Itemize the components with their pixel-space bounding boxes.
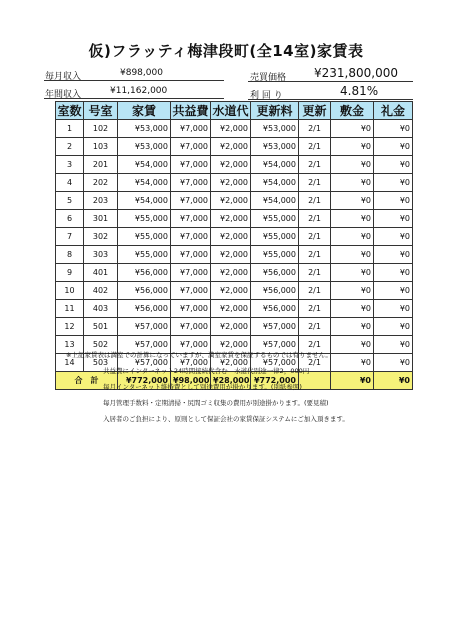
cell-room-number: 202 — [84, 174, 118, 192]
cell-common-fee: ¥7,000 — [171, 228, 211, 246]
cell-room-number: 403 — [84, 300, 118, 318]
header-deposit: 敷金 — [331, 102, 374, 120]
cell-room-number: 203 — [84, 192, 118, 210]
table-row — [56, 210, 413, 228]
cell-key-money: ¥0 — [374, 282, 413, 300]
cell-room-count: 6 — [56, 210, 84, 228]
cell-renewal: 2/1 — [299, 156, 331, 174]
monthly-income-underline — [44, 80, 224, 81]
cell-key-money: ¥0 — [374, 138, 413, 156]
note-internet-water: 共益費にインターネット24時間接続代含む 水道代別途一律2，000円 — [103, 367, 310, 375]
cell-room-number: 401 — [84, 264, 118, 282]
cell-room-number: 301 — [84, 210, 118, 228]
note-guarantee-system: 入居者のご負担により、原則として保証会社の家賃保証システムにご加入頂きます。 — [103, 415, 349, 423]
sale-price-underline — [248, 81, 413, 82]
header-rent: 家賃 — [118, 102, 171, 120]
cell-renewal-fee: ¥57,000 — [251, 354, 299, 372]
cell-common-fee: ¥7,000 — [171, 246, 211, 264]
cell-renewal: 2/1 — [299, 300, 331, 318]
cell-rent: ¥55,000 — [118, 210, 171, 228]
yield-value: 4.81% — [340, 84, 379, 98]
cell-room-count: 13 — [56, 336, 84, 354]
cell-rent: ¥57,000 — [118, 336, 171, 354]
cell-deposit: ¥0 — [331, 192, 374, 210]
cell-room-number: 402 — [84, 282, 118, 300]
cell-deposit: ¥0 — [331, 138, 374, 156]
cell-renewal-fee: ¥57,000 — [251, 336, 299, 354]
cell-key-money: ¥0 — [374, 264, 413, 282]
cell-renewal: 2/1 — [299, 264, 331, 282]
cell-common-fee: ¥7,000 — [171, 354, 211, 372]
cell-rent: ¥53,000 — [118, 138, 171, 156]
header-renewal-fee: 更新料 — [251, 102, 299, 120]
cell-renewal: 2/1 — [299, 318, 331, 336]
cell-rent: ¥55,000 — [118, 246, 171, 264]
cell-deposit: ¥0 — [331, 264, 374, 282]
cell-water: ¥2,000 — [211, 282, 251, 300]
cell-rent: ¥57,000 — [118, 318, 171, 336]
cell-deposit: ¥0 — [331, 156, 374, 174]
cell-water: ¥2,000 — [211, 192, 251, 210]
annual-income-label: 年間収入 — [45, 90, 82, 100]
cell-water: ¥2,000 — [211, 336, 251, 354]
cell-renewal-fee: ¥56,000 — [251, 282, 299, 300]
cell-deposit: ¥0 — [331, 300, 374, 318]
cell-common-fee: ¥7,000 — [171, 156, 211, 174]
cell-renewal: 2/1 — [299, 138, 331, 156]
table-row — [56, 246, 413, 264]
cell-water: ¥2,000 — [211, 210, 251, 228]
cell-key-money: ¥0 — [374, 192, 413, 210]
cell-room-count: 10 — [56, 282, 84, 300]
cell-common-fee: ¥7,000 — [171, 210, 211, 228]
cell-renewal-fee: ¥56,000 — [251, 264, 299, 282]
cell-room-number: 102 — [84, 120, 118, 138]
cell-room-number: 501 — [84, 318, 118, 336]
cell-room-count: 2 — [56, 138, 84, 156]
table-row — [56, 192, 413, 210]
table-row — [56, 228, 413, 246]
total-renewal-fee: ¥772,000 — [251, 372, 299, 390]
cell-room-number: 303 — [84, 246, 118, 264]
table-row — [56, 120, 413, 138]
header-room-number: 号室 — [84, 102, 118, 120]
cell-deposit: ¥0 — [331, 246, 374, 264]
cell-renewal-fee: ¥54,000 — [251, 192, 299, 210]
yield-underline — [248, 99, 413, 100]
table-header-row — [56, 102, 413, 120]
cell-rent: ¥56,000 — [118, 282, 171, 300]
cell-rent: ¥54,000 — [118, 174, 171, 192]
cell-water: ¥2,000 — [211, 156, 251, 174]
cell-renewal-fee: ¥54,000 — [251, 174, 299, 192]
table-row — [56, 156, 413, 174]
cell-common-fee: ¥7,000 — [171, 300, 211, 318]
total-rent: ¥772,000 — [118, 372, 171, 390]
monthly-income-label: 毎月収入 — [45, 72, 82, 82]
header-common-fee: 共益費 — [171, 102, 211, 120]
cell-rent: ¥56,000 — [118, 300, 171, 318]
cell-room-number: 201 — [84, 156, 118, 174]
cell-renewal: 2/1 — [299, 174, 331, 192]
cell-water: ¥2,000 — [211, 228, 251, 246]
cell-key-money: ¥0 — [374, 354, 413, 372]
monthly-income-value: ¥898,000 — [120, 68, 163, 78]
header-water: 水道代 — [211, 102, 251, 120]
total-label: 合 計 — [56, 372, 118, 390]
cell-renewal: 2/1 — [299, 282, 331, 300]
cell-rent: ¥57,000 — [118, 354, 171, 372]
cell-rent: ¥54,000 — [118, 156, 171, 174]
total-key-money: ¥0 — [374, 372, 413, 390]
total-deposit: ¥0 — [331, 372, 374, 390]
cell-room-number: 103 — [84, 138, 118, 156]
cell-key-money: ¥0 — [374, 210, 413, 228]
cell-common-fee: ¥7,000 — [171, 120, 211, 138]
cell-deposit: ¥0 — [331, 336, 374, 354]
cell-renewal-fee: ¥57,000 — [251, 318, 299, 336]
cell-renewal: 2/1 — [299, 192, 331, 210]
cell-renewal-fee: ¥55,000 — [251, 246, 299, 264]
cell-rent: ¥54,000 — [118, 192, 171, 210]
cell-deposit: ¥0 — [331, 318, 374, 336]
header-key-money: 礼金 — [374, 102, 413, 120]
cell-key-money: ¥0 — [374, 156, 413, 174]
cell-key-money: ¥0 — [374, 318, 413, 336]
cell-room-count: 11 — [56, 300, 84, 318]
cell-key-money: ¥0 — [374, 174, 413, 192]
cell-room-number: 503 — [84, 354, 118, 372]
cell-common-fee: ¥7,000 — [171, 192, 211, 210]
cell-deposit: ¥0 — [331, 120, 374, 138]
cell-common-fee: ¥7,000 — [171, 318, 211, 336]
cell-water: ¥2,000 — [211, 246, 251, 264]
annual-income-underline — [44, 98, 224, 99]
cell-room-count: 5 — [56, 192, 84, 210]
total-water: ¥28,000 — [211, 372, 251, 390]
cell-deposit: ¥0 — [331, 282, 374, 300]
cell-common-fee: ¥7,000 — [171, 174, 211, 192]
cell-renewal-fee: ¥54,000 — [251, 156, 299, 174]
cell-key-money: ¥0 — [374, 120, 413, 138]
cell-renewal-fee: ¥53,000 — [251, 138, 299, 156]
cell-rent: ¥56,000 — [118, 264, 171, 282]
cell-room-count: 3 — [56, 156, 84, 174]
cell-rent: ¥55,000 — [118, 228, 171, 246]
cell-common-fee: ¥7,000 — [171, 282, 211, 300]
cell-deposit: ¥0 — [331, 354, 374, 372]
cell-room-count: 8 — [56, 246, 84, 264]
table-row — [56, 174, 413, 192]
sale-price-label: 売買価格 — [250, 73, 287, 83]
cell-water: ¥2,000 — [211, 264, 251, 282]
cell-key-money: ¥0 — [374, 246, 413, 264]
cell-rent: ¥53,000 — [118, 120, 171, 138]
cell-renewal-fee: ¥55,000 — [251, 210, 299, 228]
cell-renewal-fee: ¥56,000 — [251, 300, 299, 318]
cell-water: ¥2,000 — [211, 174, 251, 192]
cell-water: ¥2,000 — [211, 300, 251, 318]
table-row — [56, 318, 413, 336]
cell-common-fee: ¥7,000 — [171, 264, 211, 282]
table-row — [56, 282, 413, 300]
cell-renewal: 2/1 — [299, 228, 331, 246]
cell-deposit: ¥0 — [331, 174, 374, 192]
total-common-fee: ¥98,000 — [171, 372, 211, 390]
cell-room-count: 14 — [56, 354, 84, 372]
cell-room-count: 1 — [56, 120, 84, 138]
rent-table — [55, 101, 413, 390]
cell-key-money: ¥0 — [374, 336, 413, 354]
cell-renewal: 2/1 — [299, 246, 331, 264]
cell-water: ¥2,000 — [211, 120, 251, 138]
table-row — [56, 138, 413, 156]
note-management-fees: 毎月管理手数料・定期清掃・尻間ゴミ収集の費用が別途掛かります。(要見積) — [103, 399, 329, 407]
cell-deposit: ¥0 — [331, 228, 374, 246]
cell-water: ¥2,000 — [211, 318, 251, 336]
page-title: 仮)フラッティ梅津段町(全14室)家賃表 — [88, 42, 364, 60]
cell-room-number: 302 — [84, 228, 118, 246]
cell-key-money: ¥0 — [374, 228, 413, 246]
cell-room-count: 9 — [56, 264, 84, 282]
cell-room-count: 7 — [56, 228, 84, 246]
cell-common-fee: ¥7,000 — [171, 336, 211, 354]
disclaimer: ※上記家賃表は満室での計算になっていますが、満室家賃を保証するものでは有りません。 — [66, 351, 332, 359]
cell-renewal: 2/1 — [299, 354, 331, 372]
cell-room-number: 502 — [84, 336, 118, 354]
cell-key-money: ¥0 — [374, 300, 413, 318]
cell-common-fee: ¥7,000 — [171, 138, 211, 156]
cell-water: ¥2,000 — [211, 354, 251, 372]
cell-deposit: ¥0 — [331, 210, 374, 228]
cell-renewal: 2/1 — [299, 336, 331, 354]
cell-room-count: 12 — [56, 318, 84, 336]
cell-room-count: 4 — [56, 174, 84, 192]
table-row — [56, 300, 413, 318]
cell-renewal: 2/1 — [299, 210, 331, 228]
header-renewal: 更新 — [299, 102, 331, 120]
table-row — [56, 264, 413, 282]
cell-renewal-fee: ¥53,000 — [251, 120, 299, 138]
annual-income-value: ¥11,162,000 — [110, 86, 168, 96]
yield-label: 利 回 り — [250, 91, 283, 101]
cell-renewal: 2/1 — [299, 120, 331, 138]
note-internet-maintenance: 毎月インターネット維持費として別途費用が掛かります。(別紙参照) — [103, 383, 302, 391]
sale-price-value: ¥231,800,000 — [314, 66, 398, 80]
cell-renewal-fee: ¥55,000 — [251, 228, 299, 246]
cell-water: ¥2,000 — [211, 138, 251, 156]
header-room-count: 室数 — [56, 102, 84, 120]
